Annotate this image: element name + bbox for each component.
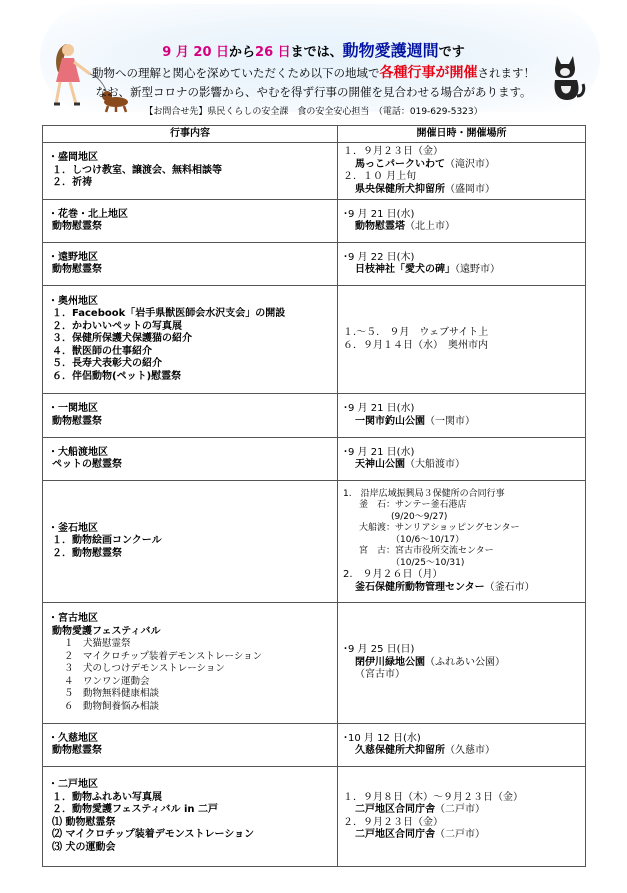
event-cell <box>43 438 338 481</box>
events-table <box>42 125 586 867</box>
area-name: ・一関地区 <box>48 403 98 414</box>
event-sub-item: ６ 動物飼養悩み相談 <box>64 700 160 712</box>
event-item: ⑵ マイクロチップ装着デモンストレーション <box>52 829 255 840</box>
table-row <box>43 200 586 243</box>
venue <box>343 804 580 817</box>
event-item: ２．祈祷 <box>52 177 92 189</box>
event-item: ２．動物愛護フェスティバル in 二戸 <box>52 804 219 815</box>
area-name: ・二戸地区 <box>48 779 98 790</box>
place-cell <box>338 603 586 724</box>
venue-name: 二戸地区合同庁舎 <box>355 829 435 840</box>
venue-city: （二戸市） <box>435 804 485 815</box>
place-detail: （宮古市） <box>355 669 405 681</box>
venue <box>343 829 580 842</box>
table-row <box>43 243 586 286</box>
event-sub-item: ２ マイクロチップ装着デモンストレーション <box>64 650 263 662</box>
place-cell <box>338 286 586 394</box>
venue-city: （久慈市） <box>445 745 495 756</box>
table-row <box>43 286 586 394</box>
end-date: 26 日 <box>255 45 291 60</box>
events-highlight: 各種行事が開催 <box>379 65 478 81</box>
venue <box>343 745 580 758</box>
venue <box>343 459 580 472</box>
venue-name: 釜石保健所動物管理センター <box>355 581 485 593</box>
area-name: ・盛岡地区 <box>48 152 98 164</box>
venue-name: 閉伊川緑地公園 <box>355 656 425 668</box>
place-cell <box>338 481 586 603</box>
place-cell <box>338 143 586 200</box>
place-detail: （10/6～10/17） <box>391 534 465 545</box>
venue-city: （大船渡市） <box>405 459 465 470</box>
event-date: ･9 月 21 日(水) <box>343 446 415 458</box>
place-detail: 釜 石：サンテー釜石港店 <box>359 500 467 511</box>
place-detail: (9/20～9/27) <box>391 511 448 522</box>
event-sub-item: ３ 犬のしつけデモンストレーション <box>64 663 225 674</box>
event-cell <box>43 200 338 243</box>
venue-city: （一関市） <box>425 415 475 427</box>
table-row <box>43 143 586 200</box>
event-date: ･10 月 12 日(水) <box>343 732 421 744</box>
table-header-row <box>43 126 586 143</box>
table-row <box>43 603 586 724</box>
event-item: 動物慰霊祭 <box>52 745 102 756</box>
venue-city: （滝沢市） <box>445 158 495 170</box>
venue-name: 天神山公園 <box>355 459 405 470</box>
place-detail: 1. 沿岸広域振興局３保健所の合同行事 <box>343 488 505 499</box>
event-date: １．９月８日（木）～９月２３日（金） <box>343 791 523 803</box>
venue <box>343 264 580 277</box>
venue-name: 久慈保健所犬抑留所 <box>355 745 445 756</box>
event-date: ･9 月 21 日(水) <box>343 208 415 220</box>
event-item: 動物慰霊祭 <box>52 221 102 232</box>
event-cell <box>43 286 338 394</box>
event-cell <box>43 724 338 767</box>
event-item: 動物慰霊祭 <box>52 264 102 275</box>
area-name: ・釜石地区 <box>48 522 98 534</box>
column-header-place: 開催日時・開催場所 <box>338 126 586 143</box>
event-date: ６．９月１４日（水） 奥州市内 <box>343 339 488 351</box>
event-item: １．動物絵画コンクール <box>52 535 162 547</box>
column-header-event: 行事内容 <box>43 126 338 143</box>
area-name: ・久慈地区 <box>48 732 98 744</box>
event-cell <box>43 143 338 200</box>
table-body <box>43 143 586 867</box>
venue <box>343 582 580 595</box>
table-row <box>43 724 586 767</box>
venue-city: （盛岡市） <box>445 183 495 195</box>
covid-notice: なお、新型コロナの影響から、やむを得ず行事の開催を見合わせる場合があります。 <box>95 85 532 99</box>
event-date: 2. ９月２６日（月） <box>343 569 443 581</box>
venue <box>343 159 580 172</box>
table-row <box>43 394 586 438</box>
table-row <box>43 438 586 481</box>
event-date: ２．１０ 月上旬 <box>343 171 417 182</box>
event-item: ３．保健所保護犬保護猫の紹介 <box>52 333 192 345</box>
venue-name: 日枝神社「愛犬の碑」 <box>355 264 455 275</box>
event-item: 動物愛護フェスティバル <box>52 625 161 637</box>
header-banner <box>0 0 627 122</box>
place-cell <box>338 243 586 286</box>
event-date: １．９月２３日（金） <box>343 146 443 157</box>
event-cell <box>43 394 338 438</box>
animal-welfare-week: 動物愛護週間 <box>342 41 439 60</box>
event-item: ２．動物慰霊祭 <box>52 547 122 559</box>
event-cell <box>43 481 338 603</box>
place-cell <box>338 438 586 481</box>
event-sub-item: １ 犬猫慰霊祭 <box>64 638 131 649</box>
place-detail: 宮 古：宮古市役所交流センター <box>359 546 494 557</box>
event-date: ･9 月 22 日(木) <box>343 251 415 263</box>
event-item: ⑶ 犬の運動会 <box>52 841 116 853</box>
event-item: ４．獣医師の仕事紹介 <box>52 345 152 357</box>
venue-name: 動物慰霊塔 <box>355 221 405 232</box>
table-row <box>43 767 586 867</box>
venue <box>343 416 580 429</box>
intro-line: 動物への理解と関心を深めていただくため以下の地域で各種行事が開催されます！ <box>92 65 535 81</box>
event-date: ･9 月 21 日(水) <box>343 403 415 414</box>
headline: 9 月 20 日から26 日までは、動物愛護週間です <box>162 41 465 60</box>
venue-city: （遠野市） <box>455 264 500 275</box>
event-date: ２．９月２３日（金） <box>343 816 443 828</box>
event-item: ⑴ 動物慰霊祭 <box>52 816 116 828</box>
event-date: ･9 月 25 日(日) <box>343 644 415 656</box>
start-date: 9 月 20 日 <box>162 45 230 60</box>
event-item: ５．長寿犬表彰犬の紹介 <box>52 358 162 370</box>
venue-city: （北上市） <box>405 221 455 232</box>
venue <box>343 184 580 197</box>
event-item: １．Facebook「岩手県獣医師会水沢支会」の開設 <box>52 308 286 320</box>
area-name: ・大船渡地区 <box>48 446 108 458</box>
area-name: ・宮古地区 <box>48 613 98 624</box>
place-cell <box>338 200 586 243</box>
place-cell <box>338 767 586 867</box>
venue-name: 馬っこパークいわて <box>355 158 445 170</box>
venue-name: 県央保健所犬抑留所 <box>355 183 445 195</box>
event-item: 動物慰霊祭 <box>52 415 102 427</box>
area-name: ・奥州地区 <box>48 295 98 307</box>
event-date: １.～５. ９月 ウェブサイト上 <box>343 327 489 338</box>
event-item: １．動物ふれあい写真展 <box>52 791 162 803</box>
place-cell <box>338 724 586 767</box>
event-cell <box>43 767 338 867</box>
venue <box>343 221 580 234</box>
contact-info: 【お問合せ先】県民くらしの安全課 食の安全安心担当 （電話：019-629-5323） <box>144 107 483 117</box>
event-item: ６．伴侶動物(ペット)慰霊祭 <box>52 370 182 382</box>
venue-city: （釜石市） <box>484 581 535 593</box>
event-sub-item: ５ 動物無料健康相談 <box>64 688 160 699</box>
event-cell <box>43 603 338 724</box>
venue-city: （ふれあい公園） <box>425 656 505 668</box>
event-cell <box>43 243 338 286</box>
venue-name: 一関市釣山公園 <box>355 415 425 427</box>
venue-name: 二戸地区合同庁舎 <box>355 804 435 815</box>
table-row <box>43 481 586 603</box>
venue <box>343 657 580 670</box>
event-item: １．しつけ教室、譲渡会、無料相談等 <box>52 164 222 176</box>
area-name: ・遠野地区 <box>48 251 98 263</box>
event-item: ２．かわいいペットの写真展 <box>52 320 182 332</box>
event-item: ペットの慰霊祭 <box>52 459 122 470</box>
place-cell <box>338 394 586 438</box>
place-detail: （10/25～10/31) <box>391 557 465 568</box>
place-detail: 大船渡：サンリアショッピングセンター <box>359 523 520 534</box>
event-sub-item: ４ ワンワン運動会 <box>64 675 150 687</box>
area-name: ・花巻・北上地区 <box>48 208 128 220</box>
venue-city: （二戸市） <box>435 829 485 840</box>
